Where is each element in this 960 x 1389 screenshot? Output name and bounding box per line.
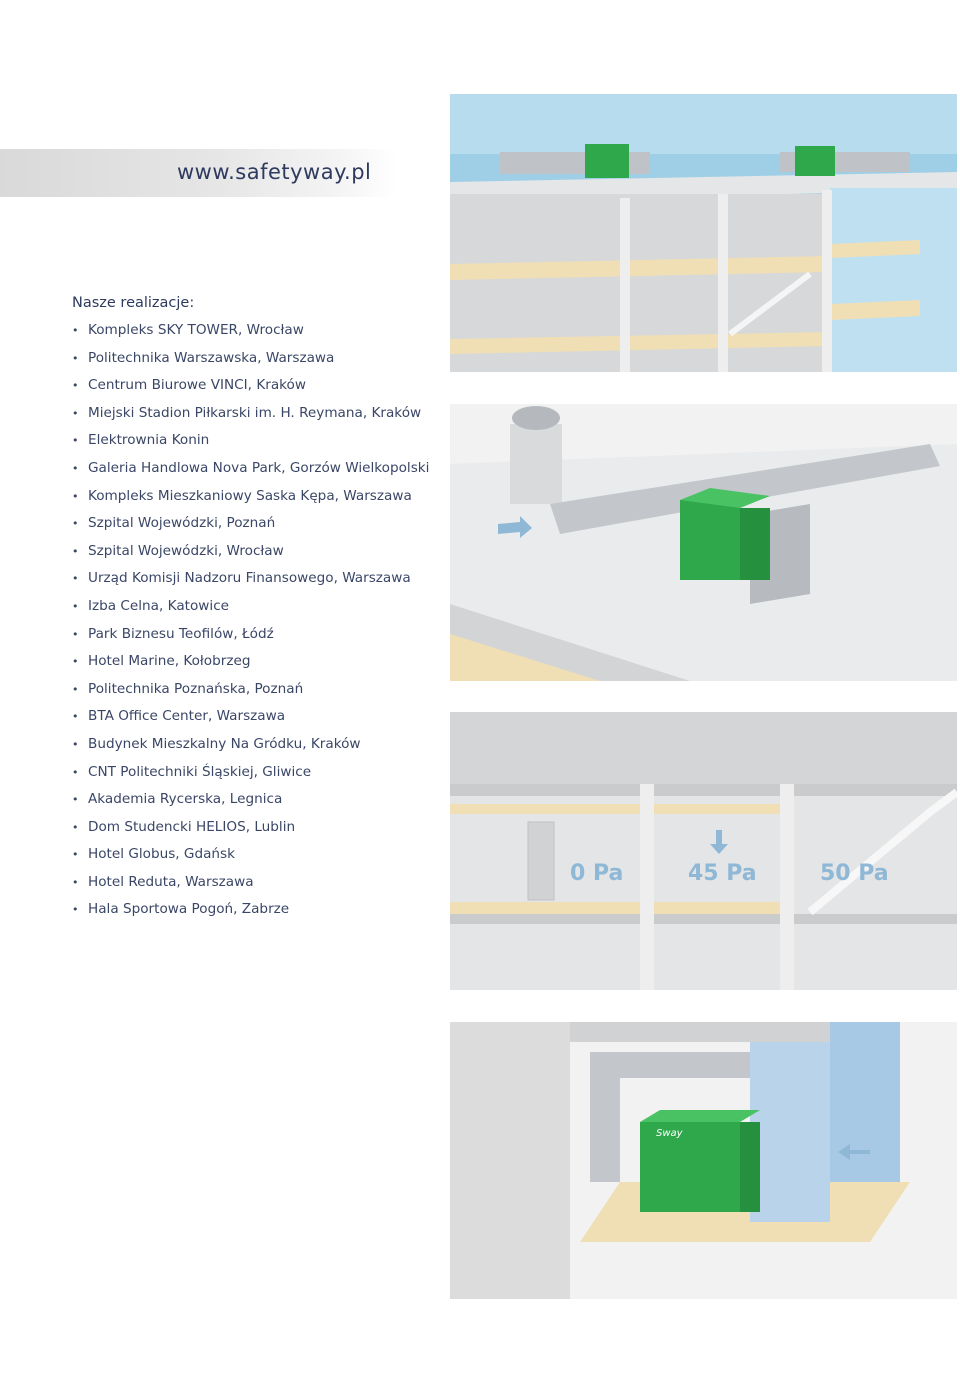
list-item-label: Park Biznesu Teofilów, Łódź xyxy=(88,625,274,642)
list-item xyxy=(72,846,429,874)
list-item-label: CNT Politechniki Śląskiej, Gliwice xyxy=(88,763,312,780)
bullet-icon: • xyxy=(72,572,79,586)
website-url[interactable]: www.safetyway.pl xyxy=(177,160,372,184)
list-item xyxy=(72,736,429,764)
bullet-icon: • xyxy=(72,627,79,641)
projects-heading: Nasze realizacje: xyxy=(72,295,195,311)
unit-logo: Sway xyxy=(656,1128,683,1139)
pressure-label-1: 45 Pa xyxy=(688,861,757,886)
list-item-label: Hotel Marine, Kołobrzeg xyxy=(88,653,251,670)
bullet-icon: • xyxy=(72,379,79,393)
list-item xyxy=(72,764,429,792)
list-item-label: Galeria Handlowa Nova Park, Gorzów Wielkopolski xyxy=(88,459,430,476)
illustration-indoor-unit xyxy=(450,1022,957,1299)
list-item xyxy=(72,515,429,543)
bullet-icon: • xyxy=(72,351,79,365)
list-item-label: Budynek Mieszkalny Na Gródku, Kraków xyxy=(88,735,361,752)
pressure-label-2: 50 Pa xyxy=(820,861,889,886)
bullet-icon: • xyxy=(72,848,79,862)
list-item-label: Politechnika Warszawska, Warszawa xyxy=(88,349,335,366)
list-item-label: Izba Celna, Katowice xyxy=(88,597,230,614)
bullet-icon: • xyxy=(72,710,79,724)
bullet-icon: • xyxy=(72,517,79,531)
bullet-icon: • xyxy=(72,737,79,751)
bullet-icon: • xyxy=(72,655,79,669)
bullet-icon: • xyxy=(72,875,79,889)
bullet-icon: • xyxy=(72,903,79,917)
list-item xyxy=(72,405,429,433)
list-item-label: Miejski Stadion Piłkarski im. H. Reymana, Kraków xyxy=(88,404,422,421)
pressure-label-0: 0 Pa xyxy=(570,861,624,886)
list-item xyxy=(72,874,429,902)
list-item xyxy=(72,488,429,516)
list-item xyxy=(72,350,429,378)
list-item-label: Hotel Globus, Gdańsk xyxy=(88,846,235,863)
list-item-label: Akademia Rycerska, Legnica xyxy=(88,791,283,808)
list-item-label: Hala Sportowa Pogoń, Zabrze xyxy=(88,901,290,918)
list-item-label: Politechnika Poznańska, Poznań xyxy=(88,680,304,697)
list-item-label: Hotel Reduta, Warszawa xyxy=(88,873,254,890)
projects-list xyxy=(72,322,429,929)
list-item-label: Urząd Komisji Nadzoru Finansowego, Warszawa xyxy=(88,570,411,587)
illustration-pressure-diagram xyxy=(450,712,957,990)
illustration-roof-unit xyxy=(450,404,957,681)
bullet-icon: • xyxy=(72,406,79,420)
list-item-label: Szpital Wojewódzki, Wrocław xyxy=(88,542,284,559)
list-item xyxy=(72,570,429,598)
list-item-label: Dom Studencki HELIOS, Lublin xyxy=(88,818,296,835)
list-item-label: Kompleks SKY TOWER, Wrocław xyxy=(88,322,304,338)
bullet-icon: • xyxy=(72,820,79,834)
list-item xyxy=(72,598,429,626)
bullet-icon: • xyxy=(72,324,79,337)
bullet-icon: • xyxy=(72,461,79,475)
list-item xyxy=(72,708,429,736)
bullet-icon: • xyxy=(72,599,79,613)
bullet-icon: • xyxy=(72,765,79,779)
list-item xyxy=(72,460,429,488)
list-item xyxy=(72,681,429,709)
bullet-icon: • xyxy=(72,682,79,696)
list-item xyxy=(72,653,429,681)
list-item xyxy=(72,543,429,571)
list-item xyxy=(72,901,429,929)
list-item xyxy=(72,377,429,405)
list-item-label: Elektrownia Konin xyxy=(88,432,210,449)
bullet-icon: • xyxy=(72,544,79,558)
bullet-icon: • xyxy=(72,489,79,503)
list-item-label: BTA Office Center, Warszawa xyxy=(88,708,286,725)
list-item-label: Kompleks Mieszkaniowy Saska Kępa, Warszawa xyxy=(88,487,412,504)
list-item-label: Centrum Biurowe VINCI, Kraków xyxy=(88,377,306,394)
bullet-icon: • xyxy=(72,434,79,448)
illustration-building-rooftop xyxy=(450,94,957,372)
bullet-icon: • xyxy=(72,793,79,807)
list-item xyxy=(72,819,429,847)
list-item xyxy=(72,432,429,460)
list-item-label: Szpital Wojewódzki, Poznań xyxy=(88,515,276,532)
list-item xyxy=(72,626,429,654)
list-item xyxy=(72,322,429,350)
list-item xyxy=(72,791,429,819)
